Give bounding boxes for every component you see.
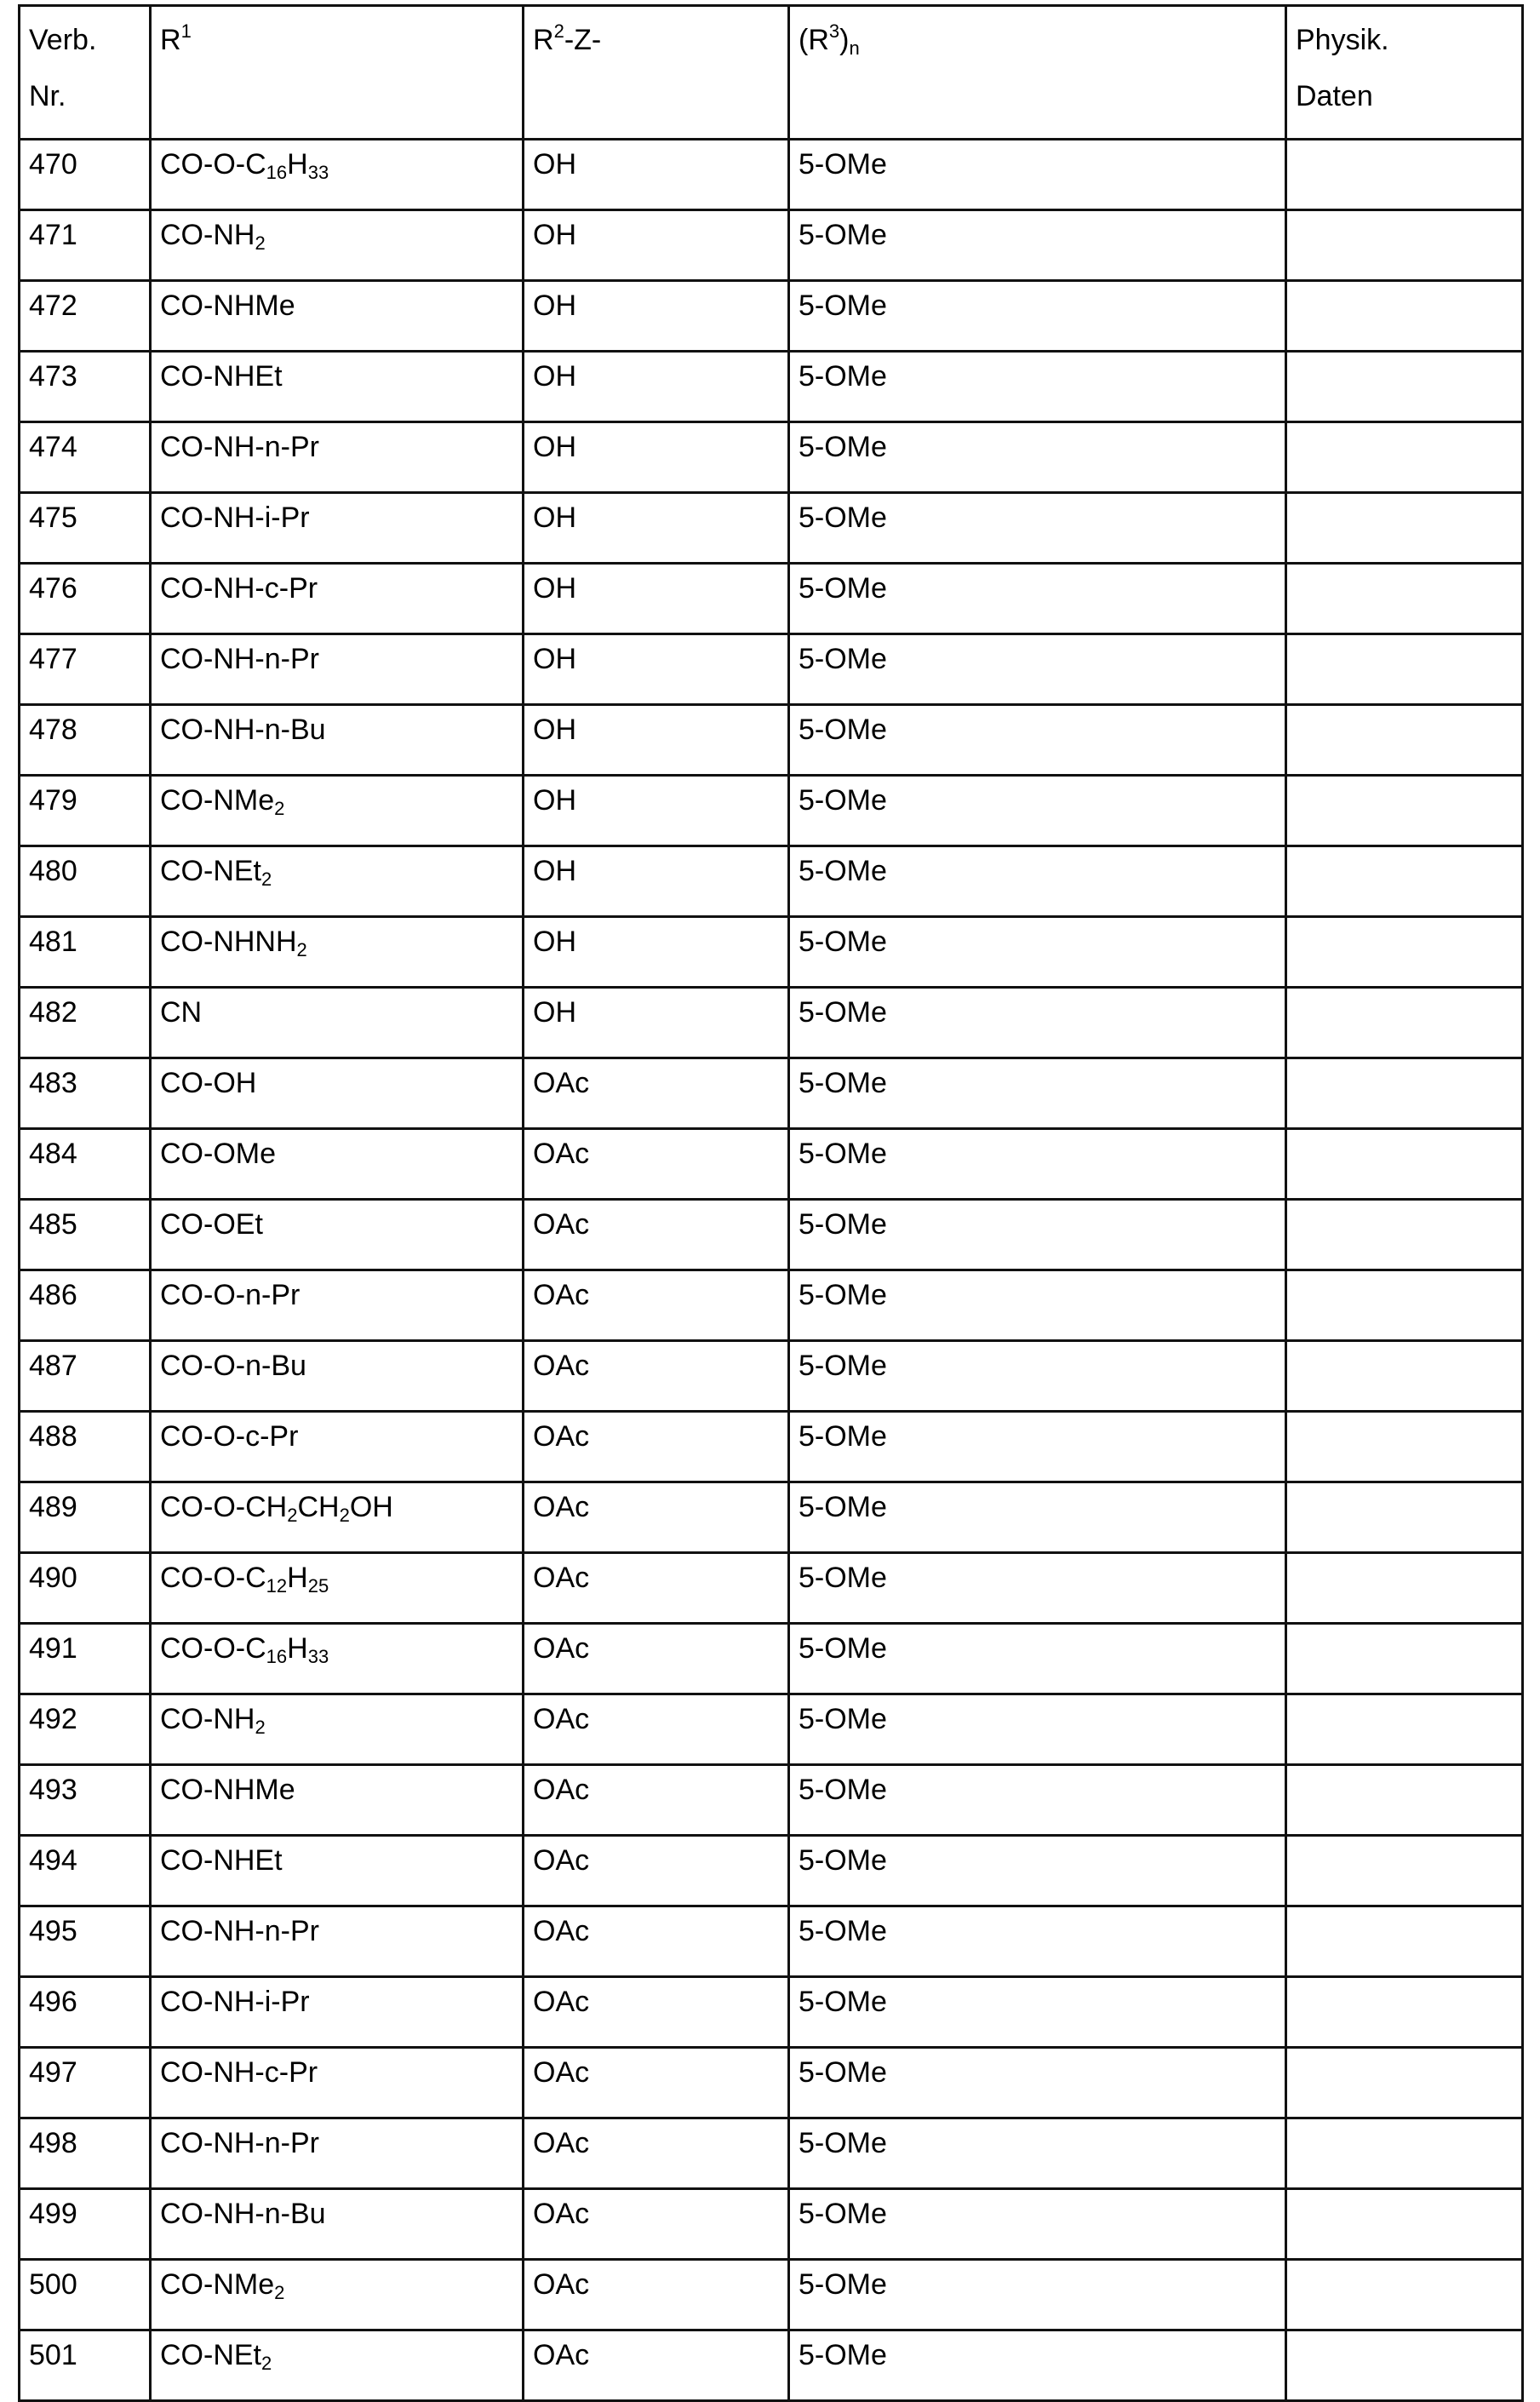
cell-physik-daten [1286,210,1523,281]
cell-r3n: 5-OMe [789,846,1286,917]
table-row [20,1553,1523,1624]
cell-verb-nr: 481 [20,917,151,988]
cell-r2z: OH [524,210,789,281]
cell-verb-nr: 487 [20,1341,151,1412]
cell-r2z: OH [524,634,789,705]
table-row [20,1694,1523,1765]
cell-verb-nr: 497 [20,2048,151,2118]
cell-r1: CO-NMe2 [151,2260,524,2330]
table-row [20,1836,1523,1906]
cell-physik-daten [1286,705,1523,776]
cell-verb-nr: 474 [20,422,151,493]
cell-verb-nr: 491 [20,1624,151,1694]
cell-r2z: OH [524,988,789,1058]
cell-r3n: 5-OMe [789,1412,1286,1482]
table-row [20,917,1523,988]
cell-r2z: OAc [524,2048,789,2118]
cell-r2z: OAc [524,1270,789,1341]
cell-r1: CN [151,988,524,1058]
cell-r3n: 5-OMe [789,493,1286,564]
cell-r1: CO-NH-n-Pr [151,422,524,493]
table-row [20,1412,1523,1482]
cell-r1: CO-NH2 [151,210,524,281]
cell-r2z: OH [524,281,789,352]
cell-r3n: 5-OMe [789,1765,1286,1836]
table-row [20,352,1523,422]
cell-physik-daten [1286,493,1523,564]
header-verb-nr [20,6,151,140]
cell-r1: CO-NHEt [151,1836,524,1906]
table-row [20,846,1523,917]
table-row [20,1624,1523,1694]
cell-r3n: 5-OMe [789,1129,1286,1200]
cell-r1: CO-NH-n-Pr [151,1906,524,1977]
cell-physik-daten [1286,2048,1523,2118]
cell-r1: CO-O-c-Pr [151,1412,524,1482]
cell-verb-nr: 475 [20,493,151,564]
cell-verb-nr: 490 [20,1553,151,1624]
cell-physik-daten [1286,2260,1523,2330]
cell-physik-daten [1286,352,1523,422]
table-row [20,1482,1523,1553]
cell-r2z: OAc [524,1482,789,1553]
header-nr: Nr. [29,80,66,112]
cell-verb-nr: 500 [20,2260,151,2330]
cell-r2z: OAc [524,1906,789,1977]
cell-verb-nr: 477 [20,634,151,705]
table-row [20,1200,1523,1270]
table-row [20,1906,1523,1977]
cell-r3n: 5-OMe [789,2048,1286,2118]
table-row [20,493,1523,564]
cell-r3n: 5-OMe [789,776,1286,846]
cell-r1: CO-O-CH2CH2OH [151,1482,524,1553]
cell-r2z: OAc [524,1200,789,1270]
cell-r3n: 5-OMe [789,422,1286,493]
cell-r2z: OH [524,705,789,776]
cell-verb-nr: 483 [20,1058,151,1129]
cell-r2z: OAc [524,2118,789,2189]
cell-r2z: OAc [524,2330,789,2401]
table-row [20,1270,1523,1341]
table-row [20,634,1523,705]
cell-r1: CO-NEt2 [151,2330,524,2401]
header-verb: Verb. [29,24,96,56]
cell-r3n: 5-OMe [789,1624,1286,1694]
cell-r1: CO-NH-n-Pr [151,634,524,705]
cell-physik-daten [1286,846,1523,917]
cell-verb-nr: 493 [20,1765,151,1836]
cell-r2z: OAc [524,2260,789,2330]
cell-physik-daten [1286,1836,1523,1906]
cell-physik-daten [1286,1200,1523,1270]
cell-r1: CO-NH-n-Pr [151,2118,524,2189]
table-row [20,705,1523,776]
cell-physik-daten [1286,1765,1523,1836]
cell-r1: CO-NH-c-Pr [151,2048,524,2118]
cell-verb-nr: 471 [20,210,151,281]
cell-r3n: 5-OMe [789,1694,1286,1765]
header-daten: Daten [1296,80,1373,112]
cell-r3n: 5-OMe [789,2118,1286,2189]
header-physik: Physik. [1296,24,1389,56]
cell-r2z: OAc [524,1058,789,1129]
cell-r3n: 5-OMe [789,1977,1286,2048]
cell-physik-daten [1286,2330,1523,2401]
cell-r2z: OH [524,846,789,917]
cell-verb-nr: 496 [20,1977,151,2048]
cell-r2z: OH [524,564,789,634]
cell-physik-daten [1286,1624,1523,1694]
cell-r3n: 5-OMe [789,1270,1286,1341]
cell-verb-nr: 480 [20,846,151,917]
header-r1: R1 [151,6,524,140]
cell-r3n: 5-OMe [789,564,1286,634]
cell-r3n: 5-OMe [789,1058,1286,1129]
cell-r1: CO-O-n-Pr [151,1270,524,1341]
cell-r1: CO-NH-n-Bu [151,705,524,776]
table-row [20,2330,1523,2401]
cell-verb-nr: 492 [20,1694,151,1765]
cell-r3n: 5-OMe [789,1836,1286,1906]
cell-physik-daten [1286,1129,1523,1200]
header-r2z: R2-Z- [524,6,789,140]
cell-r1: CO-O-C12H25 [151,1553,524,1624]
cell-physik-daten [1286,2189,1523,2260]
table-row [20,988,1523,1058]
cell-verb-nr: 501 [20,2330,151,2401]
cell-r1: CO-NH-i-Pr [151,1977,524,2048]
cell-r1: CO-NMe2 [151,776,524,846]
cell-verb-nr: 498 [20,2118,151,2189]
header-row [20,6,1523,140]
cell-physik-daten [1286,1977,1523,2048]
cell-physik-daten [1286,776,1523,846]
cell-r3n: 5-OMe [789,1553,1286,1624]
cell-r1: CO-NHEt [151,352,524,422]
cell-r2z: OH [524,493,789,564]
cell-r3n: 5-OMe [789,1482,1286,1553]
cell-r1: CO-O-C16H33 [151,140,524,210]
cell-r1: CO-NHMe [151,1765,524,1836]
cell-verb-nr: 478 [20,705,151,776]
cell-physik-daten [1286,1694,1523,1765]
cell-physik-daten [1286,1553,1523,1624]
cell-r3n: 5-OMe [789,210,1286,281]
table-row [20,1058,1523,1129]
cell-verb-nr: 499 [20,2189,151,2260]
cell-physik-daten [1286,1482,1523,1553]
cell-physik-daten [1286,2118,1523,2189]
cell-verb-nr: 495 [20,1906,151,1977]
cell-r2z: OH [524,422,789,493]
table-row [20,2260,1523,2330]
cell-r1: CO-NHNH2 [151,917,524,988]
cell-r2z: OH [524,352,789,422]
cell-r2z: OAc [524,1977,789,2048]
table-row [20,422,1523,493]
table-row [20,210,1523,281]
cell-r1: CO-O-n-Bu [151,1341,524,1412]
cell-r2z: OAc [524,2189,789,2260]
cell-verb-nr: 472 [20,281,151,352]
cell-r2z: OAc [524,1412,789,1482]
cell-r2z: OAc [524,1341,789,1412]
table-row [20,564,1523,634]
cell-r3n: 5-OMe [789,2260,1286,2330]
cell-r1: CO-NEt2 [151,846,524,917]
cell-physik-daten [1286,1270,1523,1341]
cell-r3n: 5-OMe [789,140,1286,210]
cell-verb-nr: 494 [20,1836,151,1906]
cell-r3n: 5-OMe [789,705,1286,776]
cell-verb-nr: 473 [20,352,151,422]
cell-r3n: 5-OMe [789,988,1286,1058]
table-row [20,776,1523,846]
cell-verb-nr: 476 [20,564,151,634]
table-row [20,1341,1523,1412]
cell-physik-daten [1286,422,1523,493]
cell-r1: CO-NHMe [151,281,524,352]
cell-verb-nr: 484 [20,1129,151,1200]
cell-r1: CO-OMe [151,1129,524,1200]
table-row [20,2118,1523,2189]
cell-verb-nr: 486 [20,1270,151,1341]
cell-r2z: OAc [524,1624,789,1694]
cell-physik-daten [1286,281,1523,352]
cell-physik-daten [1286,988,1523,1058]
table-row [20,2189,1523,2260]
cell-r2z: OAc [524,1129,789,1200]
cell-r3n: 5-OMe [789,917,1286,988]
cell-r2z: OAc [524,1765,789,1836]
cell-r3n: 5-OMe [789,2189,1286,2260]
cell-physik-daten [1286,634,1523,705]
cell-r2z: OH [524,917,789,988]
cell-r3n: 5-OMe [789,1341,1286,1412]
cell-physik-daten [1286,1412,1523,1482]
table-row [20,2048,1523,2118]
cell-r3n: 5-OMe [789,281,1286,352]
cell-r3n: 5-OMe [789,634,1286,705]
cell-physik-daten [1286,917,1523,988]
cell-verb-nr: 470 [20,140,151,210]
cell-physik-daten [1286,1058,1523,1129]
cell-physik-daten [1286,140,1523,210]
table-row [20,1977,1523,2048]
cell-verb-nr: 489 [20,1482,151,1553]
cell-r1: CO-OH [151,1058,524,1129]
cell-r1: CO-O-C16H33 [151,1624,524,1694]
cell-r2z: OAc [524,1694,789,1765]
cell-r3n: 5-OMe [789,1200,1286,1270]
header-r3n: (R3)n [789,6,1286,140]
table-row [20,140,1523,210]
cell-verb-nr: 479 [20,776,151,846]
compound-table [18,4,1524,2402]
cell-r2z: OAc [524,1553,789,1624]
cell-verb-nr: 485 [20,1200,151,1270]
cell-r3n: 5-OMe [789,352,1286,422]
cell-verb-nr: 482 [20,988,151,1058]
cell-r1: CO-OEt [151,1200,524,1270]
table-row [20,281,1523,352]
cell-r1: CO-NH-c-Pr [151,564,524,634]
cell-r1: CO-NH2 [151,1694,524,1765]
cell-r2z: OH [524,776,789,846]
table-row [20,1129,1523,1200]
cell-r2z: OAc [524,1836,789,1906]
cell-r2z: OH [524,140,789,210]
cell-r3n: 5-OMe [789,1906,1286,1977]
cell-verb-nr: 488 [20,1412,151,1482]
cell-physik-daten [1286,564,1523,634]
header-physik-daten [1286,6,1523,140]
cell-r1: CO-NH-i-Pr [151,493,524,564]
cell-physik-daten [1286,1341,1523,1412]
cell-r3n: 5-OMe [789,2330,1286,2401]
cell-physik-daten [1286,1906,1523,1977]
cell-r1: CO-NH-n-Bu [151,2189,524,2260]
table-row [20,1765,1523,1836]
